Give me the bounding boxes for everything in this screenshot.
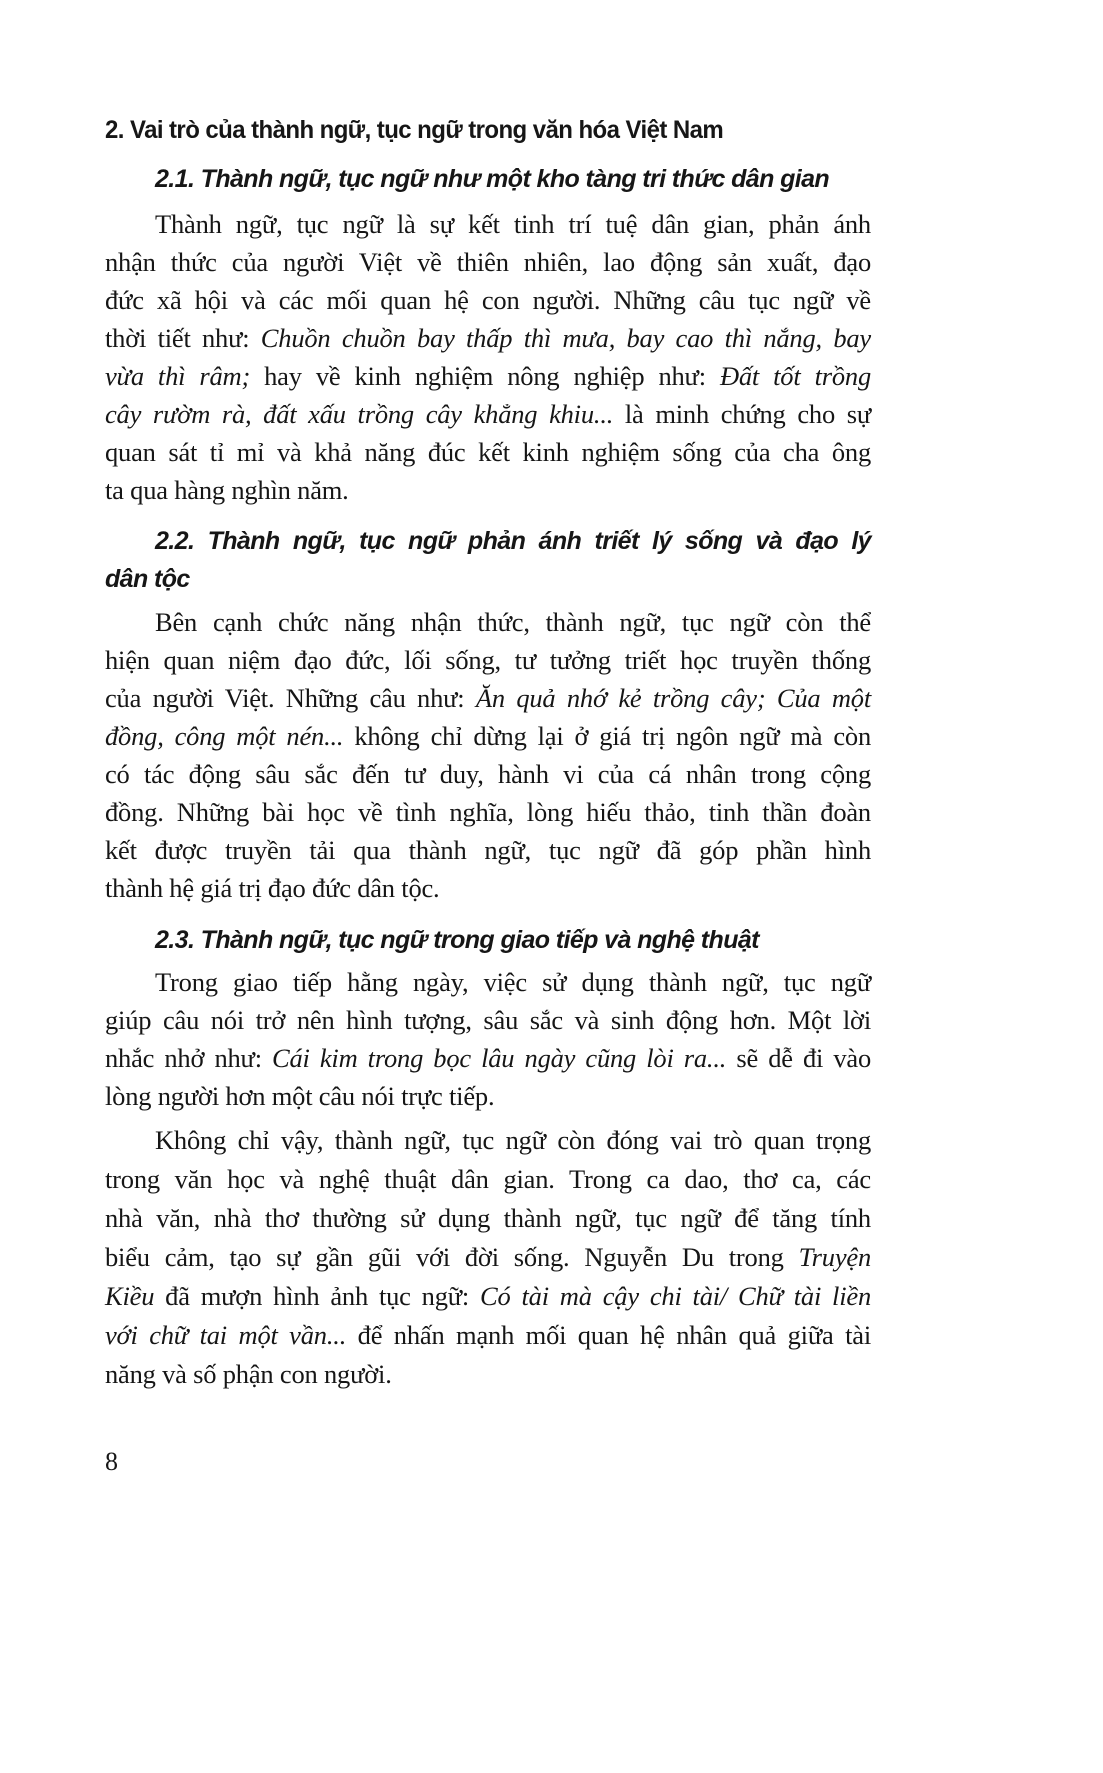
paragraph-line: thời tiết như: Chuồn chuồn bay thấp thì mưa, bay cao thì nắng, bay xyxy=(105,323,871,353)
proverb-quote: Có tài mà cậy chi tài/ Chữ tài liền xyxy=(480,1281,871,1311)
paragraph-line: vừa thì râm; hay về kinh nghiệm nông nghiệp như: Đất tốt trồng xyxy=(105,361,871,391)
paragraph-line: lòng người hơn một câu nói trực tiếp. xyxy=(105,1081,495,1111)
paragraph-line: cây rườm rà, đất xấu trồng cây khẳng khiu... là minh chứng cho sự xyxy=(105,399,871,429)
proverb-quote: Đất tốt trồng xyxy=(719,361,871,391)
proverb-quote: với chữ tai một vần... xyxy=(105,1320,347,1350)
paragraph-line: thành hệ giá trị đạo đức dân tộc. xyxy=(105,873,440,903)
paragraph-line: nhắc nhở như: Cái kim trong bọc lâu ngày cũng lòi ra... sẽ dễ đi vào xyxy=(105,1043,871,1073)
paragraph-line: với chữ tai một vần... để nhấn mạnh mối quan hệ nhân quả giữa tài xyxy=(105,1320,871,1350)
paragraph-line: có tác động sâu sắc đến tư duy, hành vi của cá nhân trong cộng xyxy=(105,759,871,789)
paragraph-line: năng và số phận con người. xyxy=(105,1359,392,1389)
paragraph-line: hiện quan niệm đạo đức, lối sống, tư tưởng triết học truyền thống xyxy=(105,645,871,675)
paragraph-line: trong văn học và nghệ thuật dân gian. Trong ca dao, thơ ca, các xyxy=(105,1164,871,1194)
subsection-heading-2-1: 2.1. Thành ngữ, tục ngữ như một kho tàng tri thức dân gian xyxy=(155,165,830,193)
paragraph-line: đức xã hội và các mối quan hệ con người. Những câu tục ngữ về xyxy=(105,285,871,315)
proverb-quote: đồng, công một nén... xyxy=(105,721,344,751)
paragraph-line: biểu cảm, tạo sự gần gũi với đời sống. Nguyễn Du trong Truyện xyxy=(105,1242,871,1272)
paragraph-line: đồng. Những bài học về tình nghĩa, lòng hiếu thảo, tinh thần đoàn xyxy=(105,797,871,827)
paragraph-line: Kiều đã mượn hình ảnh tục ngữ: Có tài mà cậy chi tài/ Chữ tài liền xyxy=(105,1281,871,1311)
paragraph-line: Không chỉ vậy, thành ngữ, tục ngữ còn đóng vai trò quan trọng xyxy=(155,1125,871,1155)
paragraph-line: của người Việt. Những câu như: Ăn quả nhớ kẻ trồng cây; Của một xyxy=(105,683,872,713)
subsection-heading-2-2-cont: dân tộc xyxy=(105,565,190,593)
paragraph-line: nhận thức của người Việt về thiên nhiên, lao động sản xuất, đạo xyxy=(105,247,871,277)
paragraph-line: ta qua hàng nghìn năm. xyxy=(105,475,349,505)
proverb-quote: Chuồn chuồn bay thấp thì mưa, bay cao thì nắng, bay xyxy=(260,323,871,353)
paragraph-line: Bên cạnh chức năng nhận thức, thành ngữ, tục ngữ còn thể xyxy=(155,607,871,637)
proverb-quote: Cái kim trong bọc lâu ngày cũng lòi ra... xyxy=(272,1043,727,1073)
paragraph-line: đồng, công một nén... không chỉ dừng lại ở giá trị ngôn ngữ mà còn xyxy=(105,721,872,751)
proverb-quote: cây rườm rà, đất xấu trồng cây khẳng khiu... xyxy=(105,399,614,429)
section-heading: 2. Vai trò của thành ngữ, tục ngữ trong văn hóa Việt Nam xyxy=(105,116,724,144)
page-number: 8 xyxy=(105,1447,118,1476)
paragraph-line: quan sát tỉ mỉ và khả năng đúc kết kinh nghiệm sống của cha ông xyxy=(105,437,871,467)
paragraph-line: giúp câu nói trở nên hình tượng, sâu sắc và sinh động hơn. Một lời xyxy=(105,1005,871,1035)
paragraph-line: Thành ngữ, tục ngữ là sự kết tinh trí tuệ dân gian, phản ánh xyxy=(155,209,871,239)
paragraph-line: Trong giao tiếp hằng ngày, việc sử dụng thành ngữ, tục ngữ xyxy=(155,967,871,997)
proverb-quote: vừa thì râm; xyxy=(105,361,251,391)
paragraph-line: nhà văn, nhà thơ thường sử dụng thành ngữ, tục ngữ để tăng tính xyxy=(105,1203,871,1233)
book-title: Truyện xyxy=(798,1242,871,1272)
subsection-heading-2-2: 2.2. Thành ngữ, tục ngữ phản ánh triết lý sống và đạo lý xyxy=(155,527,871,555)
book-title: Kiều xyxy=(105,1281,155,1311)
paragraph-line: kết được truyền tải qua thành ngữ, tục ngữ đã góp phần hình xyxy=(105,835,871,865)
proverb-quote: Ăn quả nhớ kẻ trồng cây; Của một xyxy=(475,683,872,713)
subsection-heading-2-3: 2.3. Thành ngữ, tục ngữ trong giao tiếp và nghệ thuật xyxy=(155,926,759,954)
